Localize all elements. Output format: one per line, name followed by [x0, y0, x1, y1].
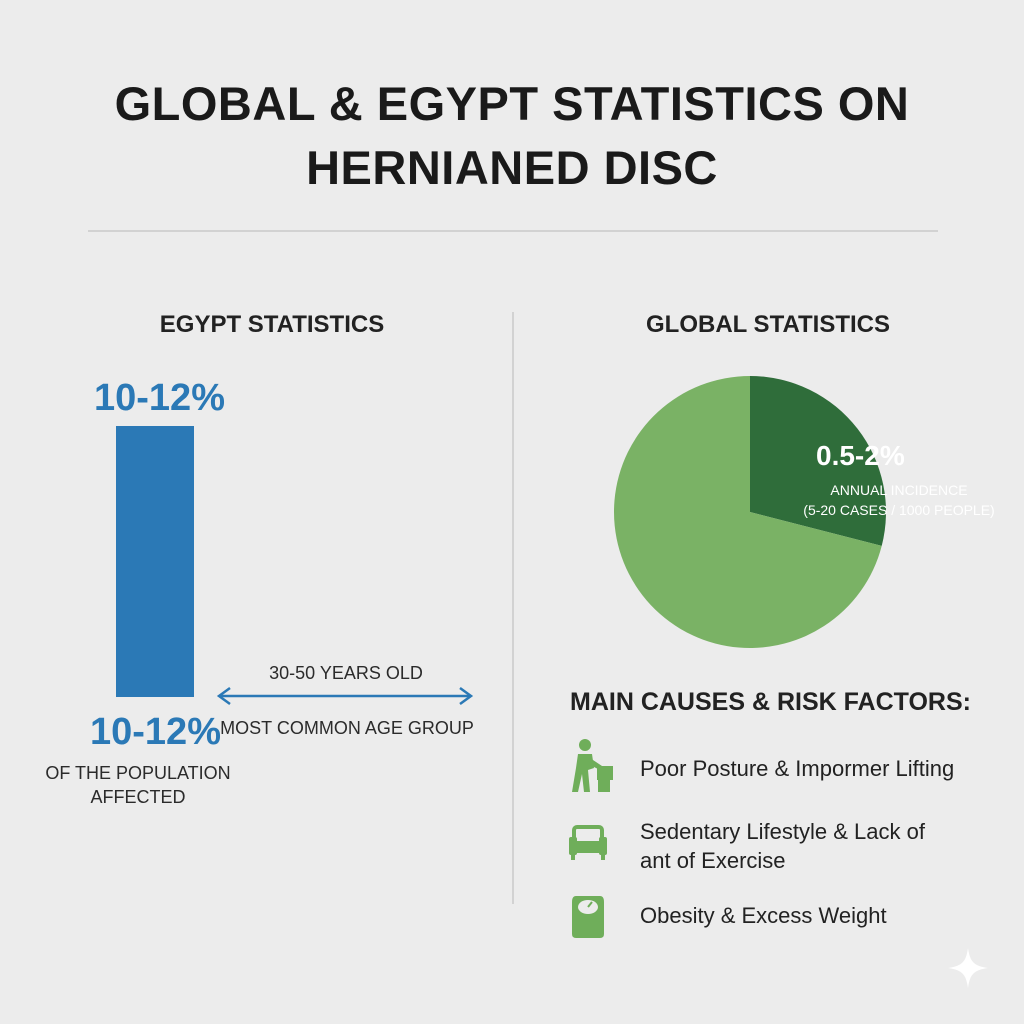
pie-slice-value: 0.5-2% — [816, 440, 905, 471]
page-title-line-2: HERNIANED DISC — [306, 141, 718, 194]
cause-item-1-text: Poor Posture & Impormer Lifting — [640, 756, 955, 781]
bar-data-label: 10-12% — [94, 377, 225, 419]
sparkle-icon — [946, 946, 990, 990]
person-lifting-box-icon — [568, 738, 618, 794]
pie-slice-value-label — [816, 440, 905, 472]
title-divider — [88, 230, 938, 232]
pie-slice-caption — [796, 480, 1002, 521]
cause-item-2-line-2: ant of Exercise — [640, 847, 786, 873]
double-arrow-icon — [214, 686, 476, 706]
pie-caption-line-1: ANNUAL INCIDENCE — [830, 482, 968, 498]
weight-scale-icon — [570, 894, 606, 940]
egypt-bar — [116, 426, 194, 697]
column-divider — [512, 312, 514, 904]
sofa-icon — [568, 825, 608, 861]
pie-caption-line-2: (5-20 CASES / 1000 PEOPLE) — [803, 502, 995, 519]
cause-item-2-line-1: Sedentary Lifestyle & Lack of — [640, 819, 925, 844]
cause-item-1 — [640, 755, 954, 784]
causes-title: MAIN CAUSES & RISK FACTORS: — [570, 688, 971, 716]
cause-item-3 — [640, 902, 887, 931]
bar-value-label: 10-12% — [90, 711, 221, 753]
page-title-line-1: GLOBAL & EGYPT STATISTICS ON — [114, 77, 910, 130]
bar-category-label — [40, 761, 236, 810]
age-group-caption: MOST COMMON AGE GROUP — [220, 718, 474, 738]
bar-caption-line-2: AFFECTED — [90, 787, 186, 808]
cause-item-2 — [640, 818, 925, 875]
age-range-label: 30-50 YEARS OLD — [269, 663, 423, 683]
bar-caption-line-1: OF THE POPULATION — [45, 763, 231, 783]
cause-item-3-text: Obesity & Excess Weight — [640, 903, 887, 928]
global-section-title: GLOBAL STATISTICS — [646, 311, 890, 338]
egypt-section-title: EGYPT STATISTICS — [159, 311, 385, 338]
